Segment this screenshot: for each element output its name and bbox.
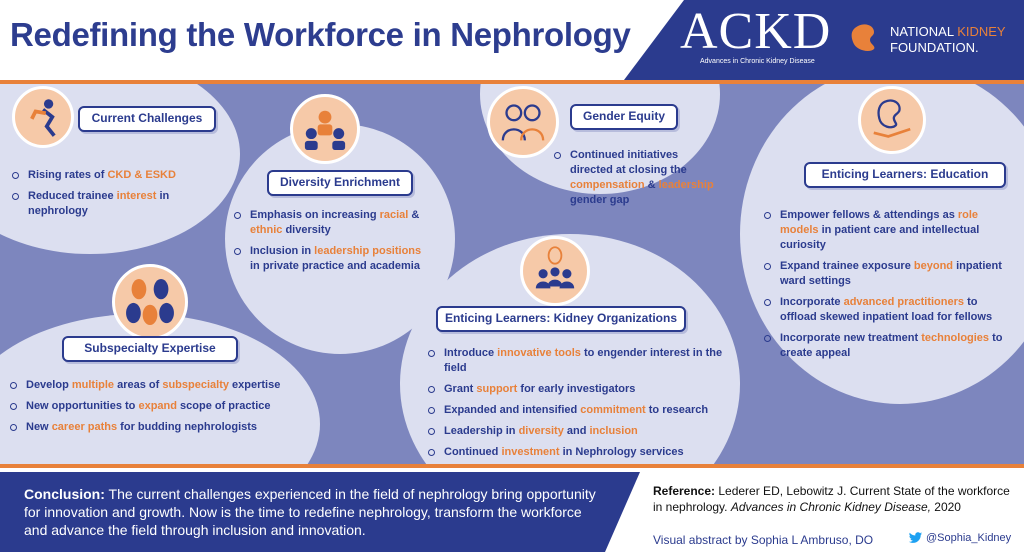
climber-icon: [12, 86, 74, 148]
group-icon: [520, 236, 590, 306]
list-item: Leadership in diversity and inclusion: [426, 424, 726, 439]
ackd-subtitle: Advances in Chronic Kidney Disease: [700, 58, 815, 65]
list-item: Expanded and intensified commitment to research: [426, 403, 726, 418]
list-item: New opportunities to expand scope of practice: [8, 399, 308, 414]
list-item: Incorporate new treatment technologies to create appeal: [762, 331, 1010, 361]
subspecialty-list: [8, 378, 308, 441]
diversity-list: [232, 208, 432, 280]
page-title: Redefining the Workforce in Nephrology: [10, 16, 631, 53]
list-item: New career paths for budding nephrologists: [8, 420, 308, 435]
diversity-title: Diversity Enrichment: [267, 170, 413, 196]
current-challenges-list: [10, 168, 190, 225]
divider-bottom: [0, 464, 1024, 468]
kidneys-icon: [112, 264, 188, 340]
reference: Reference: Lederer ED, Lebowitz J. Current State of the workforce in nephrology. Advances in Chronic Kidney Disease, 2020: [653, 484, 1010, 514]
twitter-handle[interactable]: @Sophia_Kidney: [908, 532, 1011, 544]
list-item: Rising rates of CKD & ESKD: [10, 168, 190, 183]
conclusion: Conclusion: The current challenges experienced in the field of nephrology bring opportunity for innovation and growth. Now is the time to redefine nephrology, transform the workforce and advance the field through inclusion and innovation.: [24, 486, 596, 538]
credit: Visual abstract by Sophia L Ambruso, DO: [653, 533, 874, 547]
current-challenges-title: Current Challenges: [78, 106, 216, 132]
main-panel: [0, 84, 1024, 464]
kidney-orgs-list: [426, 346, 726, 464]
header: [0, 0, 1024, 80]
education-title: Enticing Learners: Education: [804, 162, 1006, 188]
kidney-logo-icon: [850, 22, 886, 52]
diverse-people-icon: [290, 94, 360, 164]
ackd-logo: ACKD: [680, 3, 832, 60]
kidney-orgs-title: Enticing Learners: Kidney Organizations: [436, 306, 686, 332]
nkf-logo-text: NATIONAL KIDNEY FOUNDATION.: [890, 24, 1006, 55]
gender-title: Gender Equity: [570, 104, 678, 130]
list-item: Reduced trainee interest in nephrology: [10, 189, 190, 219]
list-item: Expand trainee exposure beyond inpatient ward settings: [762, 259, 1010, 289]
twitter-icon: [908, 532, 923, 544]
footer: [0, 472, 1024, 552]
education-list: [762, 208, 1010, 367]
list-item: Grant support for early investigators: [426, 382, 726, 397]
list-item: Continued initiatives directed at closing the compensation & leadership gender gap: [552, 148, 722, 208]
doctors-icon: [487, 86, 559, 158]
list-item: Inclusion in leadership positions in private practice and academia: [232, 244, 432, 274]
list-item: Incorporate advanced practitioners to offload skewed inpatient load for fellows: [762, 295, 1010, 325]
list-item: Introduce innovative tools to engender interest in the field: [426, 346, 726, 376]
list-item: Continued investment in Nephrology services: [426, 445, 726, 460]
list-item: Develop multiple areas of subspecialty expertise: [8, 378, 308, 393]
list-item: Emphasis on increasing racial & ethnic diversity: [232, 208, 432, 238]
subspecialty-title: Subspecialty Expertise: [62, 336, 238, 362]
kidney-hand-icon: [858, 86, 926, 154]
list-item: Empower fellows & attendings as role models in patient care and intellectual curiosity: [762, 208, 1010, 253]
gender-list: [552, 148, 722, 214]
